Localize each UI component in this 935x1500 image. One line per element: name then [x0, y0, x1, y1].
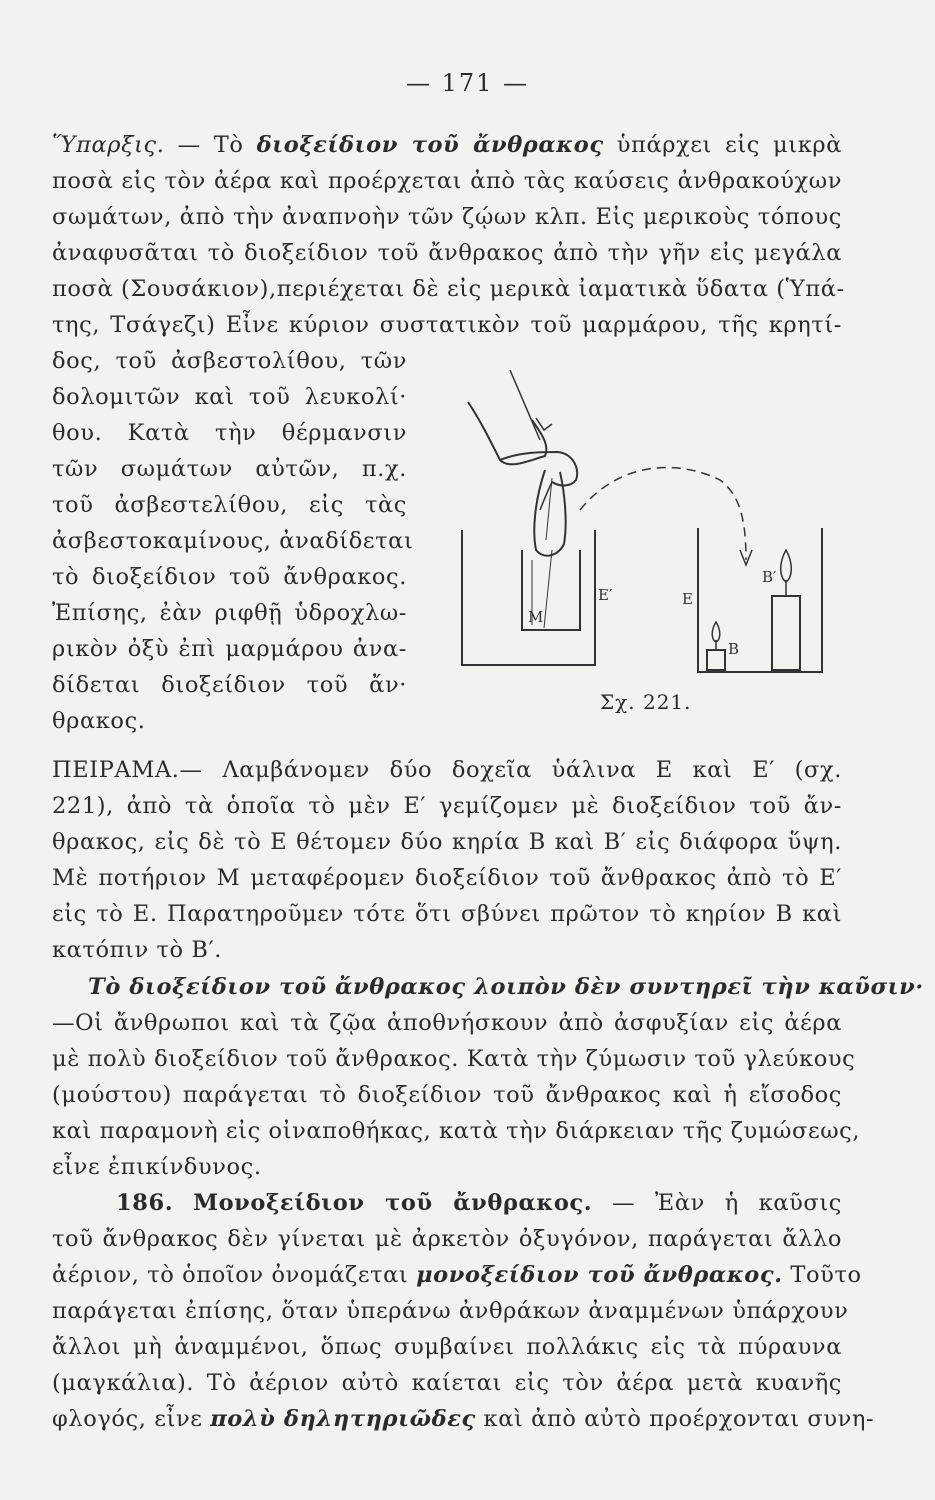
- paragraph-line: 221), ἀπὸ τὰ ὁποῖα τὸ μὲν Ε′ γεμίζομεν μὲ διοξείδιον τοῦ ἄν-: [52, 793, 842, 819]
- paragraph-line: θου. Κατὰ τὴν θέρμανσιν: [52, 420, 407, 446]
- paragraph-line: ποσὰ (Σουσάκιον),περιέχεται δὲ εἰς μερικὰ ἰαματικὰ ὕδατα (Ὑπά-: [52, 276, 845, 302]
- paragraph-line: Ὕπαρξις. — Τὸ διοξείδιον τοῦ ἄνθρακος ὑπάρχει εἰς μικρὰ: [52, 132, 842, 158]
- paragraph-line: (μούστου) παράγεται τὸ διοξείδιον τοῦ ἄνθρακος καὶ ἡ εἴσοδος: [52, 1082, 842, 1108]
- label-E-prime: Ε′: [598, 586, 613, 604]
- page-number: — 171 —: [405, 69, 530, 97]
- paragraph-line: κατόπιν τὸ Β′.: [52, 937, 223, 963]
- paragraph-line: ποσὰ εἰς τὸν ἀέρα καὶ προέρχεται ἀπὸ τὰς καύσεις ἀνθρακούχων: [52, 168, 842, 194]
- figure-221: [440, 360, 840, 720]
- emphasized-term: μονοξείδιον τοῦ ἄνθρακος.: [416, 1262, 783, 1288]
- section-heading: Ὕπαρξις.: [52, 132, 165, 158]
- paragraph-line: τῶν σωμάτων αὐτῶν, π.χ.: [52, 456, 407, 482]
- paragraph-line: ρικὸν ὀξὺ ἐπὶ μαρμάρου ἀνα-: [52, 636, 407, 662]
- paragraph-line: εἶνε ἐπικίνδυνος.: [52, 1154, 262, 1180]
- label-M: Μ: [528, 608, 544, 626]
- paragraph-line: ἀναφυσᾶται τὸ διοξείδιον τοῦ ἄνθρακος ἀπὸ τὴν γῆν εἰς μεγάλα: [52, 240, 842, 266]
- paragraph-line: δος, τοῦ ἀσβεστολίθου, τῶν: [52, 348, 407, 374]
- paragraph-line: δολομιτῶν καὶ τοῦ λευκολί·: [52, 384, 407, 410]
- paragraph-line: ἄλλοι μὴ ἀναμμένοι, ὅπως συμβαίνει πολλάκις εἰς τὰ πύραυνα: [52, 1334, 842, 1360]
- emphasized-term: πολὺ δηλητηριῶδες: [210, 1406, 476, 1432]
- paragraph-line: μὲ πολὺ διοξείδιον τοῦ ἄνθρακος. Κατὰ τὴν ζύμωσιν τοῦ γλεύκους: [52, 1046, 856, 1072]
- section-number: 186.: [116, 1190, 174, 1216]
- paragraph-line: φλογός, εἶνε πολὺ δηλητηριῶδες καὶ ἀπὸ αὐτὸ προέρχονται συνη-: [52, 1406, 875, 1432]
- paragraph-line: παράγεται ἐπίσης, ὅταν ὑπεράνω ἀνθράκων ἀναμμένων ὑπάρχουν: [52, 1298, 849, 1324]
- paragraph-line: τοῦ ἄνθρακος δὲν γίνεται μὲ ἀρκετὸν ὀξυγόνον, παράγεται ἄλλο: [52, 1226, 842, 1252]
- label-B: Β: [728, 640, 740, 658]
- section-title: Μονοξείδιον τοῦ ἄνθρακος.: [193, 1190, 593, 1216]
- paragraph-line: Ἐπίσης, ἐὰν ριφθῇ ὑδροχλω-: [52, 600, 407, 626]
- figure-caption: Σχ. 221.: [600, 690, 692, 714]
- paragraph-line: ἀέριον, τὸ ὁποῖον ὀνομάζεται μονοξείδιον τοῦ ἄνθρακος. Τοῦτο: [52, 1262, 862, 1288]
- paragraph-line: της, Τσάγεζι) Εἶνε κύριον συστατικὸν τοῦ μαρμάρου, τῆς κρητί-: [52, 312, 842, 338]
- paragraph-line: (μαγκάλια). Τὸ ἀέριον αὐτὸ καίεται εἰς τὸν ἀέρα μετὰ κυανῆς: [52, 1370, 842, 1396]
- paragraph-line: εἰς τὸ Ε. Παρατηροῦμεν τότε ὅτι σβύνει πρῶτον τὸ κηρίον Β καὶ: [52, 901, 842, 927]
- label-E: Ε: [682, 590, 693, 608]
- experiment-illustration: [440, 360, 840, 720]
- paragraph-line: σωμάτων, ἀπὸ τὴν ἀναπνοὴν τῶν ζῴων κλπ. Εἰς μερικοὺς τόπους: [52, 204, 842, 230]
- paragraph-line: τοῦ ἀσβεστελίθου, εἰς τὰς: [52, 492, 407, 518]
- paragraph-line: Μὲ ποτήριον Μ μεταφέρομεν διοξείδιον τοῦ ἄνθρακος ἀπὸ τὸ Ε′: [52, 865, 842, 891]
- paragraph-line: καὶ παραμονὴ εἰς οἰναποθήκας, κατὰ τὴν διάρκειαν τῆς ζυμώσεως,: [52, 1118, 861, 1144]
- paragraph-line: —Οἱ ἄνθρωποι καὶ τὰ ζῷα ἀποθνήσκουν ἀπὸ ἀσφυξίαν εἰς ἀέρα: [52, 1010, 842, 1036]
- paragraph-line: ΠΕΙΡΑΜΑ.— Λαμβάνομεν δύο δοχεῖα ὑάλινα Ε καὶ Ε′ (σχ.: [52, 757, 842, 783]
- italic-statement: Τὸ διοξείδιον τοῦ ἄνθρακος λοιπὸν δὲν συντηρεῖ τὴν καῦσιν·: [88, 974, 924, 1000]
- paragraph-line: δίδεται διοξείδιον τοῦ ἄν·: [52, 672, 407, 698]
- emphasized-term: διοξείδιον τοῦ ἄνθρακος: [256, 132, 604, 158]
- paragraph-line: θρακος.: [52, 708, 146, 734]
- paragraph-line: θρακος, εἰς δὲ τὸ Ε θέτομεν δύο κηρία Β καὶ Β′ εἰς διάφορα ὕψη.: [52, 829, 842, 855]
- paragraph-line: ἀσβεστοκαμίνους, ἀναδίδεται: [52, 528, 414, 554]
- paragraph-line: τὸ διοξείδιον τοῦ ἄνθρακος.: [52, 564, 407, 590]
- section-header-line: 186. Μονοξείδιον τοῦ ἄνθρακος. — Ἐὰν ἡ καῦσις: [116, 1190, 842, 1216]
- label-B-prime: Β′: [762, 568, 777, 586]
